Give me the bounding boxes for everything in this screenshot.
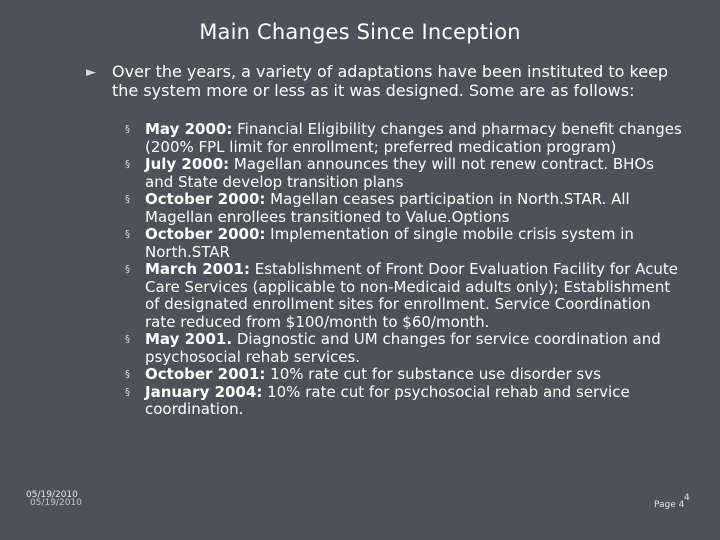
section-bullet-icon: § (125, 264, 130, 275)
item-date: May 2001. (145, 330, 233, 348)
list-item (125, 226, 685, 261)
list-item (125, 121, 685, 156)
item-text: Magellan ceases participation in North.STAR. All Magellan enrollees transitioned to Value.Options (145, 190, 630, 226)
section-bullet-icon: § (125, 369, 130, 380)
item-text: Implementation of single mobile crisis system in North.STAR (145, 225, 634, 261)
list-item (125, 156, 685, 191)
arrow-bullet-icon: ► (86, 65, 96, 80)
list-item (125, 191, 685, 226)
section-bullet-icon: § (125, 334, 130, 345)
section-bullet-icon: § (125, 159, 130, 170)
item-date: January 2004: (145, 382, 263, 401)
item-date: October 2000: (145, 190, 266, 208)
item-text: Establishment of Front Door Evaluation Facility for Acute Care Services (applicable to non-Medicaid adults only); Establishment of designated enrollment sites for enrollment. Service Coordination rate reduced from $100/month to $60/month. (145, 260, 678, 331)
list-item (125, 261, 685, 331)
item-text: Financial Eligibility changes and pharmacy benefit changes (200% FPL limit for enrollment; preferred medication program) (145, 120, 682, 156)
item-date: March 2001: (145, 260, 250, 278)
intro-paragraph (86, 62, 686, 100)
footer-page-number: 4 (684, 493, 690, 503)
item-date: May 2000: (145, 120, 233, 138)
item-text: Diagnostic and UM changes for service coordination and psychosocial rehab services. (145, 330, 661, 366)
item-date: October 2000: (145, 225, 266, 243)
list-item (125, 384, 685, 419)
item-text: Magellan announces they will not renew contract. BHOs and State develop transition plans (145, 155, 655, 191)
item-date: July 2000: (145, 155, 230, 173)
intro-text: Over the years, a variety of adaptations have been instituted to keep the system more or less as it was designed. Some are as follows: (112, 62, 669, 100)
footer-date: 05/19/2010 (26, 490, 78, 500)
section-bullet-icon: § (125, 194, 130, 205)
section-bullet-icon: § (125, 229, 130, 240)
item-text: 10% rate cut for substance use disorder svs (265, 365, 601, 383)
slide-title: Main Changes Since Inception (199, 20, 521, 44)
footer-date-shadow: 05/19/2010 (30, 498, 82, 508)
item-date: October 2001: (145, 365, 266, 383)
item-text: 10% rate cut for psychosocial rehab and service coordination. (145, 382, 630, 418)
footer-page-label: Page 4 (654, 500, 685, 510)
section-bullet-icon: § (125, 386, 130, 398)
section-bullet-icon: § (125, 124, 130, 135)
list-item (125, 366, 685, 384)
list-item (125, 331, 685, 366)
changes-list (125, 121, 685, 419)
